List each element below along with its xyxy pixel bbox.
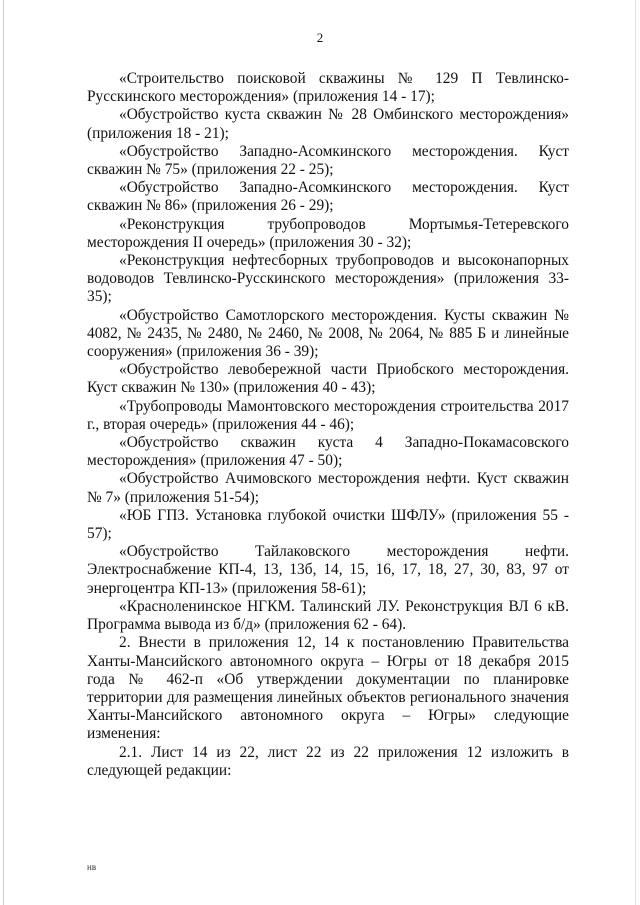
paragraph-10: «Обустройство скважин куста 4 Западно-Покамасовского месторождения» (приложения 47 - 50); bbox=[87, 434, 569, 470]
paragraph-16: 2.1. Лист 14 из 22, лист 22 из 22 приложения 12 изложить в следующей редакции: bbox=[87, 743, 569, 779]
scan-right-edge bbox=[635, 0, 636, 905]
document-body bbox=[87, 70, 569, 780]
paragraph-5: «Реконструкция трубопроводов Мортымья-Тетеревского месторождения II очередь» (приложения 30 - 32); bbox=[87, 215, 569, 251]
paragraph-14: «Красноленинское НГКМ. Талинский ЛУ. Реконструкция ВЛ 6 кВ. Программа вывода из б/д» (приложения 62 - 64). bbox=[87, 597, 569, 634]
paragraph-9: «Трубопроводы Мамонтовского месторождения строительства 2017 г., вторая очередь» (приложения 44 - 46); bbox=[87, 397, 569, 433]
paragraph-1: «Строительство поисковой скважины № 129 П Тевлинско-Русскинского месторождения» (приложения 14 - 17); bbox=[87, 70, 569, 106]
paragraph-7: «Обустройство Самотлорского месторождения. Кусты скважин № 4082, № 2435, № 2480, № 2460, № 2008, № 2064, № 885 Б и линейные сооружения» (приложения 36 - 39); bbox=[87, 306, 569, 361]
paragraph-4: «Обустройство Западно-Асомкинского месторождения. Куст скважин № 86» (приложения 26 - 29); bbox=[87, 179, 569, 215]
footer-initials: нв bbox=[87, 862, 97, 872]
paragraph-3: «Обустройство Западно-Асомкинского месторождения. Куст скважин № 75» (приложения 22 - 25); bbox=[87, 142, 569, 179]
paragraph-15: 2. Внести в приложения 12, 14 к постановлению Правительства Ханты-Мансийского автономного округа – Югры от 18 декабря 2015 года № 462-п «Об утверждении документации по планировке территории для размещения линейных объектов регионального значения Ханты-Мансийского автономного округа – Югры» следующие изменения: bbox=[87, 634, 569, 743]
paragraph-6: «Реконструкция нефтесборных трубопроводов и высоконапорных водоводов Тевлинско-Русскинского месторождения» (приложения 33-35); bbox=[87, 252, 569, 306]
paragraph-11: «Обустройство Ачимовского месторождения нефти. Куст скважин № 7» (приложения 51-54); bbox=[87, 470, 569, 506]
paragraph-13: «Обустройство Тайлаковского месторождения нефти. Электроснабжение КП-4, 13, 13б, 14, 15, 16, 17, 18, 27, 30, 83, 97 от энергоцентра КП-13» (приложения 58-61); bbox=[87, 543, 569, 597]
page-number: 2 bbox=[316, 30, 324, 45]
paragraph-2: «Обустройство куста скважин № 28 Омбинского месторождения» (приложения 18 - 21); bbox=[87, 106, 569, 142]
paragraph-8: «Обустройство левобережной части Приобского месторождения. Куст скважин № 130» (приложения 40 - 43); bbox=[87, 361, 569, 397]
paragraph-12: «ЮБ ГПЗ. Установка глубокой очистки ШФЛУ» (приложения 55 - 57); bbox=[87, 506, 569, 543]
scan-left-edge bbox=[3, 0, 4, 905]
